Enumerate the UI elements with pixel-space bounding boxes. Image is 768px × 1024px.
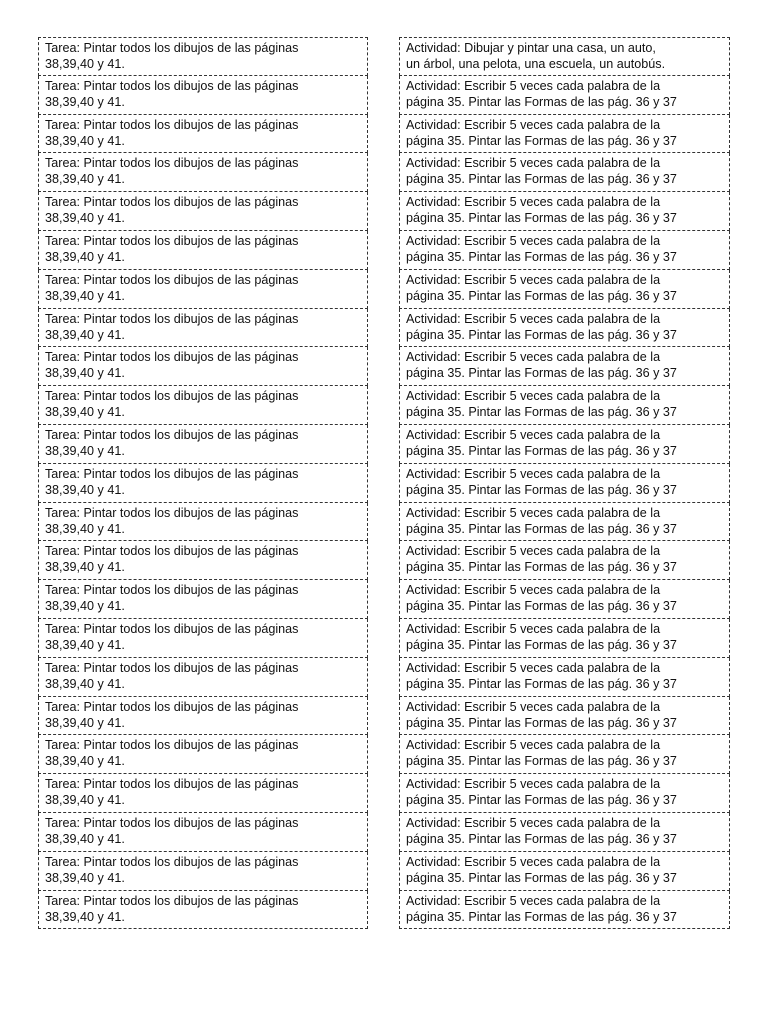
strip-text-line: 38,39,40 y 41. — [45, 599, 125, 614]
strip-text-line: Actividad: Escribir 5 veces cada palabra de la — [406, 233, 661, 248]
actividad-strip — [399, 852, 730, 891]
strip-text-line: Actividad: Escribir 5 veces cada palabra de la — [406, 350, 661, 365]
strip-text-line: Actividad: Escribir 5 veces cada palabra de la — [406, 738, 661, 753]
strip-text-line: Actividad: Escribir 5 veces cada palabra de la — [406, 854, 661, 869]
strip-text-line: Actividad: Dibujar y pintar una casa, un auto, — [406, 41, 656, 55]
strip-text-line: 38,39,40 y 41. — [45, 676, 125, 691]
strip-text-line: página 35. Pintar las Formas de las pág. 36 y 37 — [406, 288, 677, 303]
tarea-strip — [38, 580, 368, 619]
strip-text-line: página 35. Pintar las Formas de las pág. 36 y 37 — [406, 94, 677, 109]
strip-text-line: 38,39,40 y 41. — [45, 637, 125, 652]
strip-text-line: Tarea: Pintar todos los dibujos de las páginas — [45, 893, 299, 908]
strip-text-line: página 35. Pintar las Formas de las pág. 36 y 37 — [406, 133, 677, 148]
tarea-strip — [38, 541, 368, 580]
tarea-strip — [38, 852, 368, 891]
actividad-strip — [399, 813, 730, 852]
actividad-strip — [399, 774, 730, 813]
actividad-strip — [399, 503, 730, 542]
tarea-strip — [38, 115, 368, 154]
strip-text-line: Tarea: Pintar todos los dibujos de las páginas — [45, 738, 299, 753]
strip-text-line: Tarea: Pintar todos los dibujos de las páginas — [45, 583, 299, 598]
strip-text-line: página 35. Pintar las Formas de las pág. 36 y 37 — [406, 521, 677, 536]
actividad-strip — [399, 891, 730, 930]
actividad-strip — [399, 464, 730, 503]
strip-text-line: 38,39,40 y 41. — [45, 560, 125, 575]
actividad-strip — [399, 76, 730, 115]
strip-text-line: Actividad: Escribir 5 veces cada palabra de la — [406, 195, 661, 210]
strip-text-line: Actividad: Escribir 5 veces cada palabra de la — [406, 311, 661, 326]
tarea-strip — [38, 192, 368, 231]
strip-text-line: Actividad: Escribir 5 veces cada palabra de la — [406, 389, 661, 404]
tarea-strip — [38, 774, 368, 813]
strip-text-line: 38,39,40 y 41. — [45, 94, 125, 109]
tarea-strip — [38, 347, 368, 386]
tarea-strip — [38, 735, 368, 774]
actividad-strip — [399, 37, 730, 76]
strip-text-line: Tarea: Pintar todos los dibujos de las páginas — [45, 660, 299, 675]
strip-text-line: 38,39,40 y 41. — [45, 831, 125, 846]
strip-text-line: 38,39,40 y 41. — [45, 443, 125, 458]
strip-text-line: página 35. Pintar las Formas de las pág. 36 y 37 — [406, 715, 677, 730]
tarea-strip — [38, 619, 368, 658]
tarea-strip — [38, 153, 368, 192]
strip-text-line: página 35. Pintar las Formas de las pág. 36 y 37 — [406, 249, 677, 264]
actividad-strip — [399, 231, 730, 270]
strip-text-line: Tarea: Pintar todos los dibujos de las páginas — [45, 389, 299, 404]
strip-text-line: 38,39,40 y 41. — [45, 172, 125, 187]
tarea-strip-column — [38, 37, 368, 929]
tarea-strip — [38, 270, 368, 309]
strip-text-line: Tarea: Pintar todos los dibujos de las páginas — [45, 350, 299, 365]
strip-text-line: página 35. Pintar las Formas de las pág. 36 y 37 — [406, 599, 677, 614]
strip-text-line: página 35. Pintar las Formas de las pág. 36 y 37 — [406, 831, 677, 846]
strip-text-line: página 35. Pintar las Formas de las pág. 36 y 37 — [406, 560, 677, 575]
strip-text-line: 38,39,40 y 41. — [45, 754, 125, 769]
strip-text-line: 38,39,40 y 41. — [45, 909, 125, 924]
strip-text-line: 38,39,40 y 41. — [45, 327, 125, 342]
strip-text-line: un árbol, una pelota, una escuela, un autobús. — [406, 57, 666, 71]
tarea-strip — [38, 503, 368, 542]
strip-text-line: Tarea: Pintar todos los dibujos de las páginas — [45, 117, 299, 132]
strip-text-line: página 35. Pintar las Formas de las pág. 36 y 37 — [406, 211, 677, 226]
tarea-strip — [38, 309, 368, 348]
actividad-strip — [399, 619, 730, 658]
actividad-strip — [399, 658, 730, 697]
strip-text-line: 38,39,40 y 41. — [45, 288, 125, 303]
strip-text-line: Actividad: Escribir 5 veces cada palabra de la — [406, 272, 661, 287]
strip-text-line: página 35. Pintar las Formas de las pág. 36 y 37 — [406, 443, 677, 458]
strip-text-line: Actividad: Escribir 5 veces cada palabra de la — [406, 815, 661, 830]
strip-text-line: Actividad: Escribir 5 veces cada palabra de la — [406, 117, 661, 132]
strip-text-line: Actividad: Escribir 5 veces cada palabra de la — [406, 78, 661, 93]
strip-text-line: 38,39,40 y 41. — [45, 521, 125, 536]
actividad-strip — [399, 425, 730, 464]
tarea-strip — [38, 891, 368, 930]
tarea-strip — [38, 386, 368, 425]
strip-text-line: Tarea: Pintar todos los dibujos de las páginas — [45, 777, 299, 792]
strip-text-line: 38,39,40 y 41. — [45, 715, 125, 730]
actividad-strip-column — [399, 37, 730, 929]
strip-text-line: Tarea: Pintar todos los dibujos de las páginas — [45, 854, 299, 869]
strip-text-line: Actividad: Escribir 5 veces cada palabra de la — [406, 544, 661, 559]
strip-text-line: Tarea: Pintar todos los dibujos de las páginas — [45, 505, 299, 520]
strip-text-line: Tarea: Pintar todos los dibujos de las páginas — [45, 195, 299, 210]
strip-text-line: 38,39,40 y 41. — [45, 133, 125, 148]
actividad-strip — [399, 386, 730, 425]
strip-text-line: 38,39,40 y 41. — [45, 249, 125, 264]
strip-text-line: página 35. Pintar las Formas de las pág. 36 y 37 — [406, 637, 677, 652]
tarea-strip — [38, 76, 368, 115]
strip-text-line: página 35. Pintar las Formas de las pág. 36 y 37 — [406, 405, 677, 420]
strip-text-line: página 35. Pintar las Formas de las pág. 36 y 37 — [406, 676, 677, 691]
tarea-strip — [38, 425, 368, 464]
strip-text-line: Actividad: Escribir 5 veces cada palabra de la — [406, 156, 661, 171]
strip-text-line: 38,39,40 y 41. — [45, 405, 125, 420]
tarea-strip — [38, 813, 368, 852]
strip-text-line: 38,39,40 y 41. — [45, 366, 125, 381]
strip-text-line: página 35. Pintar las Formas de las pág. 36 y 37 — [406, 870, 677, 885]
actividad-strip — [399, 115, 730, 154]
strip-text-line: Tarea: Pintar todos los dibujos de las páginas — [45, 621, 299, 636]
strip-text-line: página 35. Pintar las Formas de las pág. 36 y 37 — [406, 327, 677, 342]
strip-text-line: Tarea: Pintar todos los dibujos de las páginas — [45, 699, 299, 714]
strip-text-line: página 35. Pintar las Formas de las pág. 36 y 37 — [406, 754, 677, 769]
strip-text-line: Tarea: Pintar todos los dibujos de las páginas — [45, 544, 299, 559]
strip-text-line: Tarea: Pintar todos los dibujos de las páginas — [45, 272, 299, 287]
actividad-strip — [399, 580, 730, 619]
actividad-strip — [399, 541, 730, 580]
strip-text-line: 38,39,40 y 41. — [45, 482, 125, 497]
actividad-strip — [399, 347, 730, 386]
tarea-strip — [38, 658, 368, 697]
strip-text-line: Actividad: Escribir 5 veces cada palabra de la — [406, 505, 661, 520]
strip-text-line: Tarea: Pintar todos los dibujos de las páginas — [45, 427, 299, 442]
actividad-strip — [399, 153, 730, 192]
strip-text-line: Tarea: Pintar todos los dibujos de las páginas — [45, 233, 299, 248]
strip-text-line: 38,39,40 y 41. — [45, 793, 125, 808]
actividad-strip — [399, 735, 730, 774]
tarea-strip — [38, 464, 368, 503]
strip-text-line: Tarea: Pintar todos los dibujos de las páginas — [45, 311, 299, 326]
strip-text-line: Actividad: Escribir 5 veces cada palabra de la — [406, 583, 661, 598]
strip-text-line: página 35. Pintar las Formas de las pág. 36 y 37 — [406, 172, 677, 187]
actividad-strip — [399, 309, 730, 348]
strip-text-line: 38,39,40 y 41. — [45, 211, 125, 226]
strip-text-line: página 35. Pintar las Formas de las pág. 36 y 37 — [406, 793, 677, 808]
strip-text-line: Tarea: Pintar todos los dibujos de las páginas — [45, 41, 299, 55]
tarea-strip — [38, 37, 368, 76]
strip-text-line: Actividad: Escribir 5 veces cada palabra de la — [406, 466, 661, 481]
strip-text-line: Actividad: Escribir 5 veces cada palabra de la — [406, 699, 661, 714]
strip-text-line: Actividad: Escribir 5 veces cada palabra de la — [406, 777, 661, 792]
strip-text-line: Actividad: Escribir 5 veces cada palabra de la — [406, 893, 661, 908]
actividad-strip — [399, 192, 730, 231]
strip-text-line: Tarea: Pintar todos los dibujos de las páginas — [45, 78, 299, 93]
strip-text-line: página 35. Pintar las Formas de las pág. 36 y 37 — [406, 909, 677, 924]
actividad-strip — [399, 697, 730, 736]
tarea-strip — [38, 697, 368, 736]
strip-text-line: Actividad: Escribir 5 veces cada palabra de la — [406, 427, 661, 442]
strip-text-line: Tarea: Pintar todos los dibujos de las páginas — [45, 466, 299, 481]
tarea-strip — [38, 231, 368, 270]
strip-text-line: página 35. Pintar las Formas de las pág. 36 y 37 — [406, 482, 677, 497]
actividad-strip — [399, 270, 730, 309]
strip-text-line: 38,39,40 y 41. — [45, 57, 125, 71]
strip-text-line: Actividad: Escribir 5 veces cada palabra de la — [406, 660, 661, 675]
strip-text-line: Tarea: Pintar todos los dibujos de las páginas — [45, 156, 299, 171]
strip-text-line: Actividad: Escribir 5 veces cada palabra de la — [406, 621, 661, 636]
strip-text-line: 38,39,40 y 41. — [45, 870, 125, 885]
strip-text-line: Tarea: Pintar todos los dibujos de las páginas — [45, 815, 299, 830]
strip-text-line: página 35. Pintar las Formas de las pág. 36 y 37 — [406, 366, 677, 381]
